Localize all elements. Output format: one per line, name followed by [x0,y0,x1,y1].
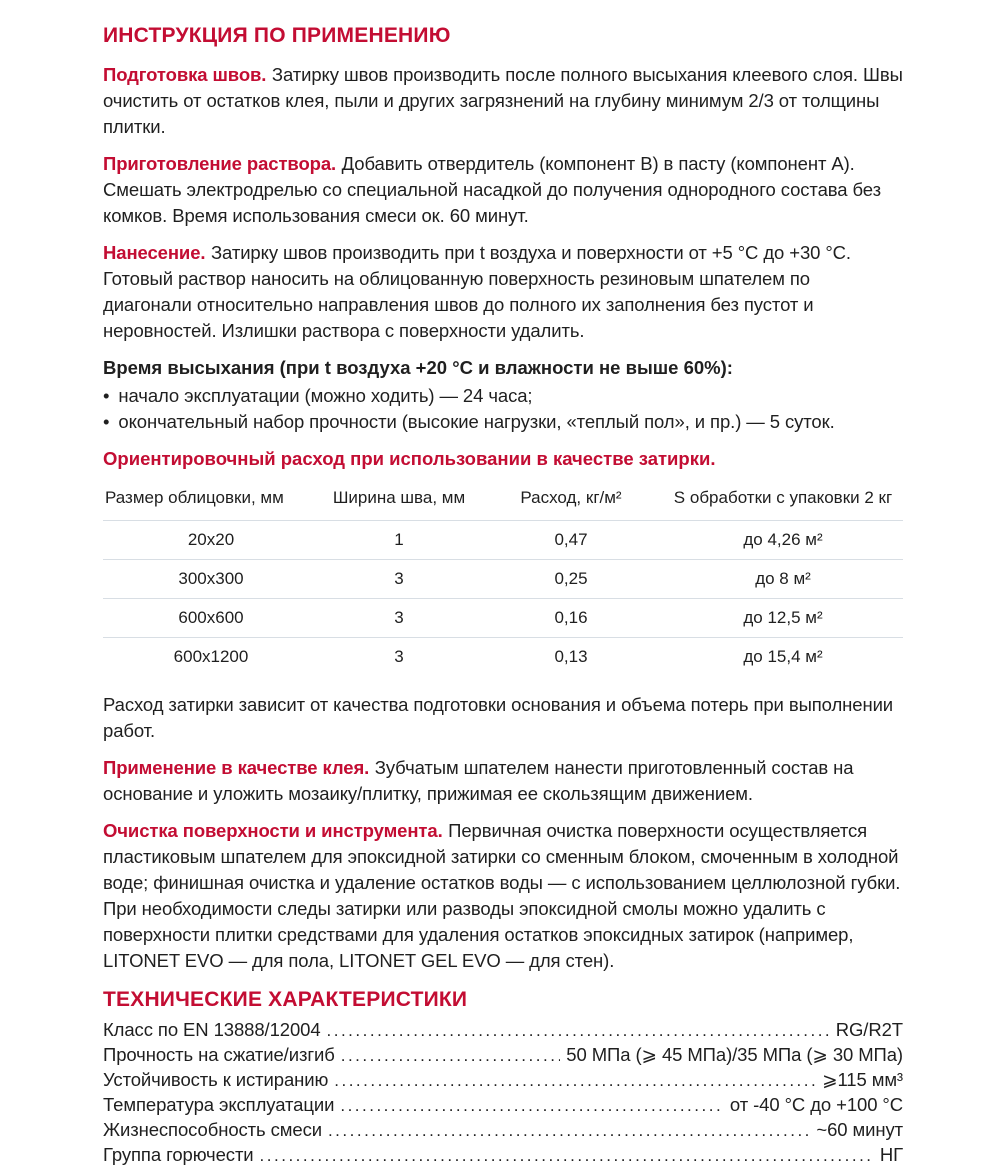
list-item: • начало эксплуатации (можно ходить) — 24 часа; [103,383,903,409]
consumption-table [103,484,903,676]
paragraph-lead: Применение в качестве клея. [103,757,370,778]
paragraph-text: Добавить отвердитель (компонент В) в пасту (компонент А). Смешать электродрелью со специальной насадкой до получения однородного состава без комков. Время использования смеси ок. 60 минут. [103,153,881,226]
spec-value: RG/R2T [835,1019,903,1040]
list-item: • окончательный набор прочности (высокие нагрузки, «теплый пол», и пр.) — 5 суток. [103,409,903,435]
paragraph-joint-preparation [103,62,903,140]
spec-row-strength [103,1043,903,1068]
drying-time-list [103,383,903,435]
paragraph-text: Первичная очистка поверхности осуществляется пластиковым шпателем для эпоксидной затирки со сменным блоком, смоченным в холодной воде; финишная очистка и удаление остатков воды — с использованием целлюлозной губки. При необходимости следы затирки или разводы эпоксидной смолы можно удалить с поверхности плитки средствами для удаления остатков эпоксидных затирок (например, LITONET EVO — для пола, LITONET GEL EVO — для стен). [103,820,901,971]
spec-label: Класс по EN 13888/12004 [103,1019,321,1040]
table-cell: 0,25 [554,569,588,588]
table-cell: 3 [394,569,404,588]
spec-label: Устойчивость к истиранию [103,1069,329,1090]
spec-value: от -40 °C до +100 °C [729,1094,903,1115]
paragraph-lead: Приготовление раствора. [103,153,337,174]
paragraph-lead: Подготовка швов. [103,64,267,85]
table-row [103,599,903,638]
spec-row-temperature [103,1093,903,1118]
spec-value: НГ [879,1144,903,1165]
consumption-heading: Ориентировочный расход при использовании в качестве затирки. [103,448,716,469]
dot-leader [260,1143,874,1168]
paragraph-cleaning [103,818,903,974]
table-cell: 0,13 [554,647,588,666]
table-cell: 0,47 [554,530,588,549]
table-cell: 300x300 [178,569,244,588]
table-header-row [103,484,903,521]
table-cell: до 12,5 м² [743,608,823,627]
consumption-note: Расход затирки зависит от качества подготовки основания и объема потерь при выполнении работ. [103,694,894,741]
spec-value: ~60 минут [816,1119,903,1140]
drying-time-heading: Время высыхания (при t воздуха +20 °C и влажности не выше 60%): [103,357,733,378]
paragraph-application [103,240,903,344]
dot-leader [328,1118,810,1143]
table-cell: 600x600 [178,608,244,627]
column-header-joint-width: Ширина шва, мм [332,488,466,507]
table-cell: 3 [394,647,404,666]
dot-leader [334,1068,816,1093]
paragraph-text: Зубчатым шпателем нанести приготовленный состав на основание и уложить мозаику/плитку, прижимая ее скользящим движением. [103,757,854,804]
paragraph-mix-preparation [103,151,903,229]
table-cell: до 8 м² [755,569,811,588]
spec-row-abrasion [103,1068,903,1093]
dot-leader [340,1093,724,1118]
spec-label: Жизнеспособность смеси [103,1119,322,1140]
paragraph-lead: Очистка поверхности и инструмента. [103,820,443,841]
spec-row-flammability [103,1143,903,1168]
column-header-size: Размер облицовки, мм [105,488,284,507]
paragraph-text: Затирку швов производить после полного высыхания клеевого слоя. Швы очистить от остатков клея, пыли и других загрязнений на глубину минимум 2/3 от толщины плитки. [103,64,903,137]
spec-value: 50 МПа (⩾ 45 МПа)/35 МПа (⩾ 30 МПа) [566,1044,903,1065]
spec-label: Температура эксплуатации [103,1094,335,1115]
table-body [103,521,903,677]
table-row [103,560,903,599]
dot-leader [327,1018,830,1043]
table-row [103,638,903,677]
spec-label: Группа горючести [103,1144,254,1165]
column-header-rate: Расход, кг/м² [520,488,622,507]
table-cell: 600x1200 [173,647,249,666]
spec-row-class [103,1018,903,1043]
specs-title: ТЕХНИЧЕСКИЕ ХАРАКТЕРИСТИКИ [103,988,468,1011]
paragraph-text: Затирку швов производить при t воздуха и поверхности от +5 °C до +30 °C. Готовый раствор наносить на облицованную поверхность резиновым шпателем по диагонали относительно направления швов до полного их заполнения без пустот и неровностей. Излишки раствора с поверхности удалить. [103,242,851,341]
spec-row-pot-life [103,1118,903,1143]
table-row [103,521,903,560]
table-cell: 1 [394,530,404,549]
table-cell: 0,16 [554,608,588,627]
table-cell: 20x20 [187,530,235,549]
spec-value: ⩾115 мм³ [822,1069,903,1090]
table-header [103,484,903,521]
page-title: ИНСТРУКЦИЯ ПО ПРИМЕНЕНИЮ [103,24,451,47]
table-cell: до 15,4 м² [743,647,823,666]
table-cell: до 4,26 м² [743,530,823,549]
table-cell: 3 [394,608,404,627]
paragraph-lead: Нанесение. [103,242,206,263]
spec-label: Прочность на сжатие/изгиб [103,1044,335,1065]
column-header-area: S обработки с упаковки 2 кг [673,488,893,507]
paragraph-use-as-adhesive [103,755,903,807]
dot-leader [341,1043,561,1068]
